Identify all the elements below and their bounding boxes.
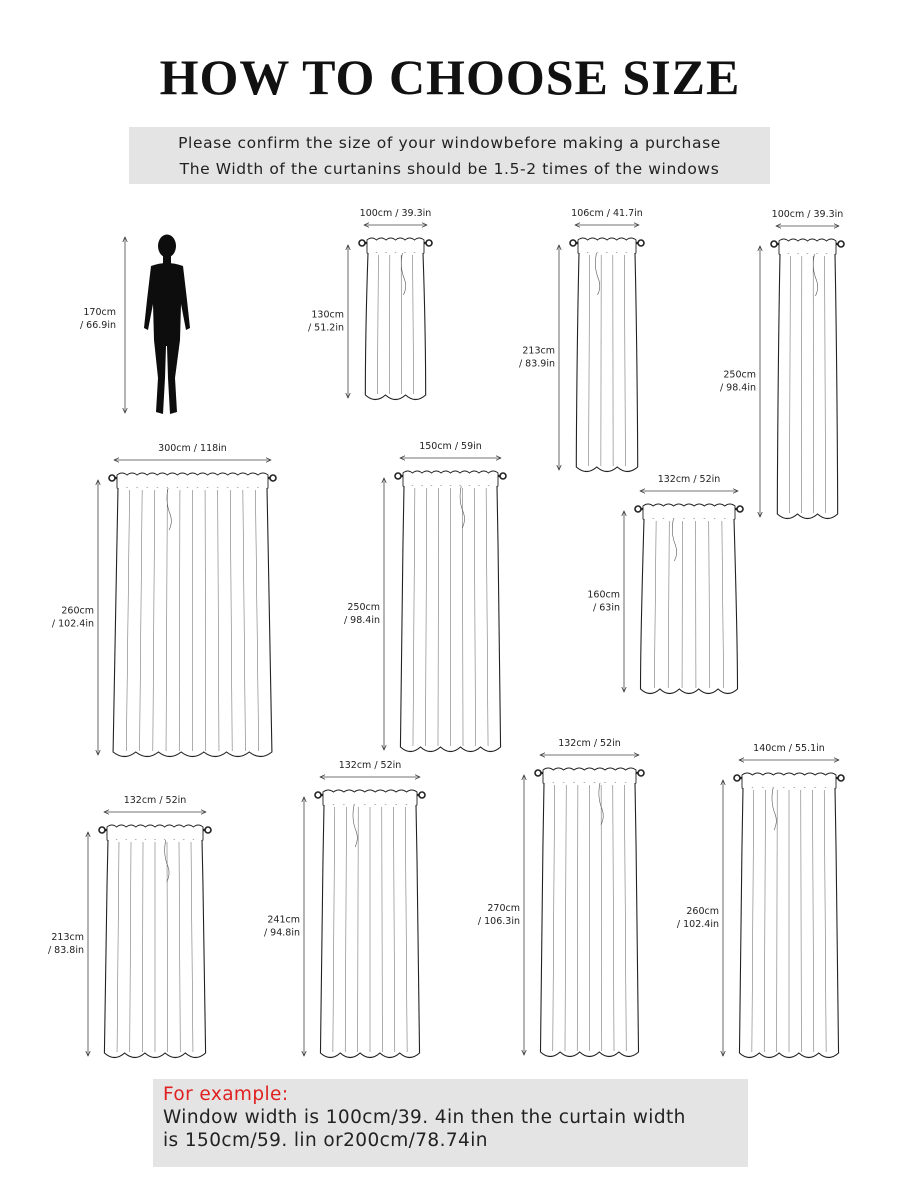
- width-label: 132cm / 52in: [657, 474, 721, 485]
- rod-finial-left: [771, 241, 777, 247]
- curtain-body: [576, 253, 637, 472]
- length-cm-label: 250cm: [347, 602, 380, 613]
- rod-finial-right: [205, 827, 211, 833]
- curtain-header: [578, 238, 636, 255]
- curtain-header: [367, 238, 424, 255]
- length-in-label: / 98.4in: [719, 382, 756, 394]
- example-line-2: is 150cm/59. lin or200cm/78.74in: [163, 1130, 488, 1151]
- rod-finial-left: [570, 240, 576, 246]
- page-title: HOW TO CHOOSE SIZE: [159, 49, 741, 105]
- length-cm-label: 260cm: [61, 605, 94, 617]
- curtain-6: [587, 474, 743, 694]
- length-cm-label: 160cm: [587, 589, 620, 601]
- rod-finial-right: [500, 473, 506, 479]
- curtain-7: [48, 795, 211, 1058]
- rod-finial-right: [419, 792, 425, 798]
- curtain-9: [478, 738, 644, 1057]
- curtain-header: [323, 790, 417, 807]
- length-cm-label: 270cm: [487, 903, 520, 914]
- rod-finial-left: [395, 473, 401, 479]
- curtain-10: [677, 743, 844, 1058]
- curtain-header: [107, 825, 203, 842]
- curtain-5: [344, 441, 506, 752]
- length-cm-label: 213cm: [522, 345, 555, 357]
- example-title: For example:: [163, 1084, 289, 1105]
- example-box: [153, 1079, 748, 1167]
- length-cm-label: 260cm: [686, 906, 719, 917]
- info-line-2: The Width of the curtanins should be 1.5-2 times of the windows: [179, 160, 720, 178]
- curtain-8: [264, 760, 425, 1058]
- curtain-body: [777, 254, 837, 519]
- rod-finial-right: [638, 240, 644, 246]
- width-label: 132cm / 52in: [558, 738, 621, 749]
- curtain-header: [779, 239, 836, 256]
- length-in-label: / 94.8in: [263, 927, 300, 939]
- info-line-1: Please confirm the size of your windowbefore making a purchase: [178, 134, 721, 152]
- curtain-header: [117, 473, 268, 490]
- person-silhouette: [144, 235, 190, 415]
- length-cm-label: 130cm: [311, 309, 344, 321]
- rod-finial-right: [838, 775, 844, 781]
- length-in-label: / 83.8in: [47, 945, 84, 956]
- length-in-label: / 102.4in: [676, 919, 719, 930]
- rod-finial-left: [315, 792, 321, 798]
- length-cm-label: 213cm: [51, 932, 84, 943]
- length-in-label: / 102.4in: [51, 618, 94, 630]
- curtain-header: [643, 504, 735, 521]
- curtain-2: [519, 208, 644, 472]
- rod-finial-right: [838, 241, 844, 247]
- width-label: 132cm / 52in: [338, 760, 402, 771]
- length-in-label: / 83.9in: [518, 358, 555, 370]
- width-label: 132cm / 52in: [123, 795, 187, 806]
- width-label: 100cm / 39.3in: [771, 209, 844, 220]
- rod-finial-right: [737, 506, 743, 512]
- width-label: 106cm / 41.7in: [571, 208, 643, 219]
- rod-finial-right: [638, 770, 644, 776]
- length-in-label: / 98.4in: [343, 615, 380, 626]
- curtain-header: [742, 773, 836, 790]
- rod-finial-left: [109, 475, 115, 481]
- width-label: 140cm / 55.1in: [753, 743, 825, 754]
- curtain-3: [720, 209, 844, 519]
- rod-finial-left: [734, 775, 740, 781]
- curtain-1: [308, 208, 432, 400]
- width-label: 100cm / 39.3in: [359, 208, 432, 219]
- width-label: 150cm / 59in: [419, 441, 482, 452]
- person-figure: [80, 235, 190, 415]
- width-label: 300cm / 118in: [158, 443, 227, 454]
- example-line-1: Window width is 100cm/39. 4in then the curtain width: [163, 1107, 686, 1128]
- rod-finial-left: [635, 506, 641, 512]
- curtain-header: [403, 471, 498, 488]
- length-in-label: / 106.3in: [477, 916, 520, 927]
- length-cm-label: 250cm: [723, 369, 756, 381]
- length-in-label: / 63in: [593, 602, 620, 614]
- person-height-cm: 170cm: [83, 307, 116, 318]
- curtain-header: [543, 768, 636, 785]
- length-in-label: / 51.2in: [307, 322, 344, 334]
- curtain-body: [365, 253, 425, 400]
- rod-finial-left: [359, 240, 365, 246]
- rod-finial-right: [426, 240, 432, 246]
- rod-finial-right: [270, 475, 276, 481]
- curtain-4: [52, 443, 276, 757]
- person-height-in: / 66.9in: [79, 320, 116, 331]
- rod-finial-left: [535, 770, 541, 776]
- length-cm-label: 241cm: [267, 914, 300, 926]
- rod-finial-left: [99, 827, 105, 833]
